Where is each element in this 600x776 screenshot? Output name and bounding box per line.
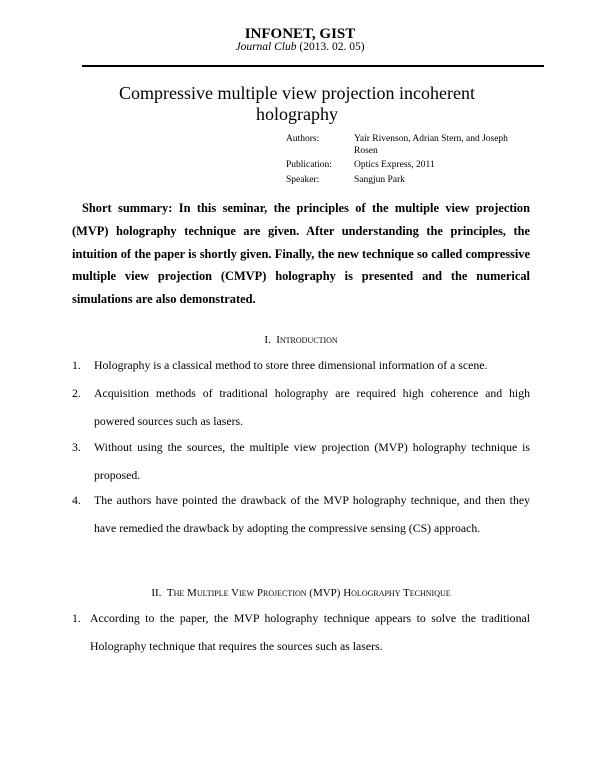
meta-value: Yair Rivenson, Adrian Stern, and Joseph Rosen xyxy=(354,134,508,156)
meta-label: Publication: xyxy=(286,160,332,170)
paper-title: Compressive multiple view projection incoherent holography xyxy=(119,83,475,124)
organization-header: INFONET, GIST xyxy=(244,26,356,42)
meta-speaker xyxy=(286,175,546,187)
list-item-number: 1. xyxy=(72,611,81,625)
list-item-text: Holography is a classical method to store three dimensional information of a scene. xyxy=(94,358,488,372)
meta-publication xyxy=(286,160,546,172)
list-item-text: Acquisition methods of traditional holography are required high coherence and high powered sources such as lasers. xyxy=(94,386,530,428)
section-heading-introduction xyxy=(72,334,530,346)
list-item-text: Without using the sources, the multiple view projection (MVP) holography technique is proposed. xyxy=(94,440,530,482)
section-heading-mvp-technique xyxy=(72,587,530,599)
section-title: Introduction xyxy=(276,334,338,346)
list-item xyxy=(72,605,530,660)
journal-club-subtitle xyxy=(0,41,600,53)
header-rule xyxy=(82,65,544,67)
list-item xyxy=(72,380,530,435)
meta-authors xyxy=(286,134,546,157)
short-summary: Short summary: In this seminar, the principles of the multiple view projection (MVP) holography technique are given. After understanding the principles, the intuition of the paper is shortly given. Finally, the new technique so called compressive multiple view projection (CMVP) holography is presented and the numerical simulations are also demonstrated. xyxy=(72,201,530,307)
meta-label: Authors: xyxy=(286,134,320,144)
meta-value: Optics Express, 2011 xyxy=(354,160,435,170)
list-item-text: According to the paper, the MVP holography technique appears to solve the traditional Holography technique that requires the sources such as lasers. xyxy=(90,611,530,653)
section-title: The Multiple View Projection (MVP) Holography Technique xyxy=(166,587,451,599)
list-item-number: 4. xyxy=(72,493,81,507)
paper-metadata xyxy=(286,134,546,189)
list-item xyxy=(72,487,530,542)
section-numeral: I. xyxy=(264,334,271,346)
list-item-number: 1. xyxy=(72,358,81,372)
list-item-number: 3. xyxy=(72,440,81,454)
list-item-number: 2. xyxy=(72,386,81,400)
meta-label: Speaker: xyxy=(286,174,320,185)
session-date: (2013. 02. 05) xyxy=(299,41,365,53)
list-item xyxy=(72,434,530,489)
list-item xyxy=(72,352,530,380)
section-numeral: II. xyxy=(151,587,162,599)
meta-value: Sangjun Park xyxy=(354,174,405,185)
series-name: Journal Club xyxy=(235,41,297,53)
list-item-text: The authors have pointed the drawback of the MVP holography technique, and then they have remedied the drawback by adopting the compressive sensing (CS) approach. xyxy=(94,493,530,535)
